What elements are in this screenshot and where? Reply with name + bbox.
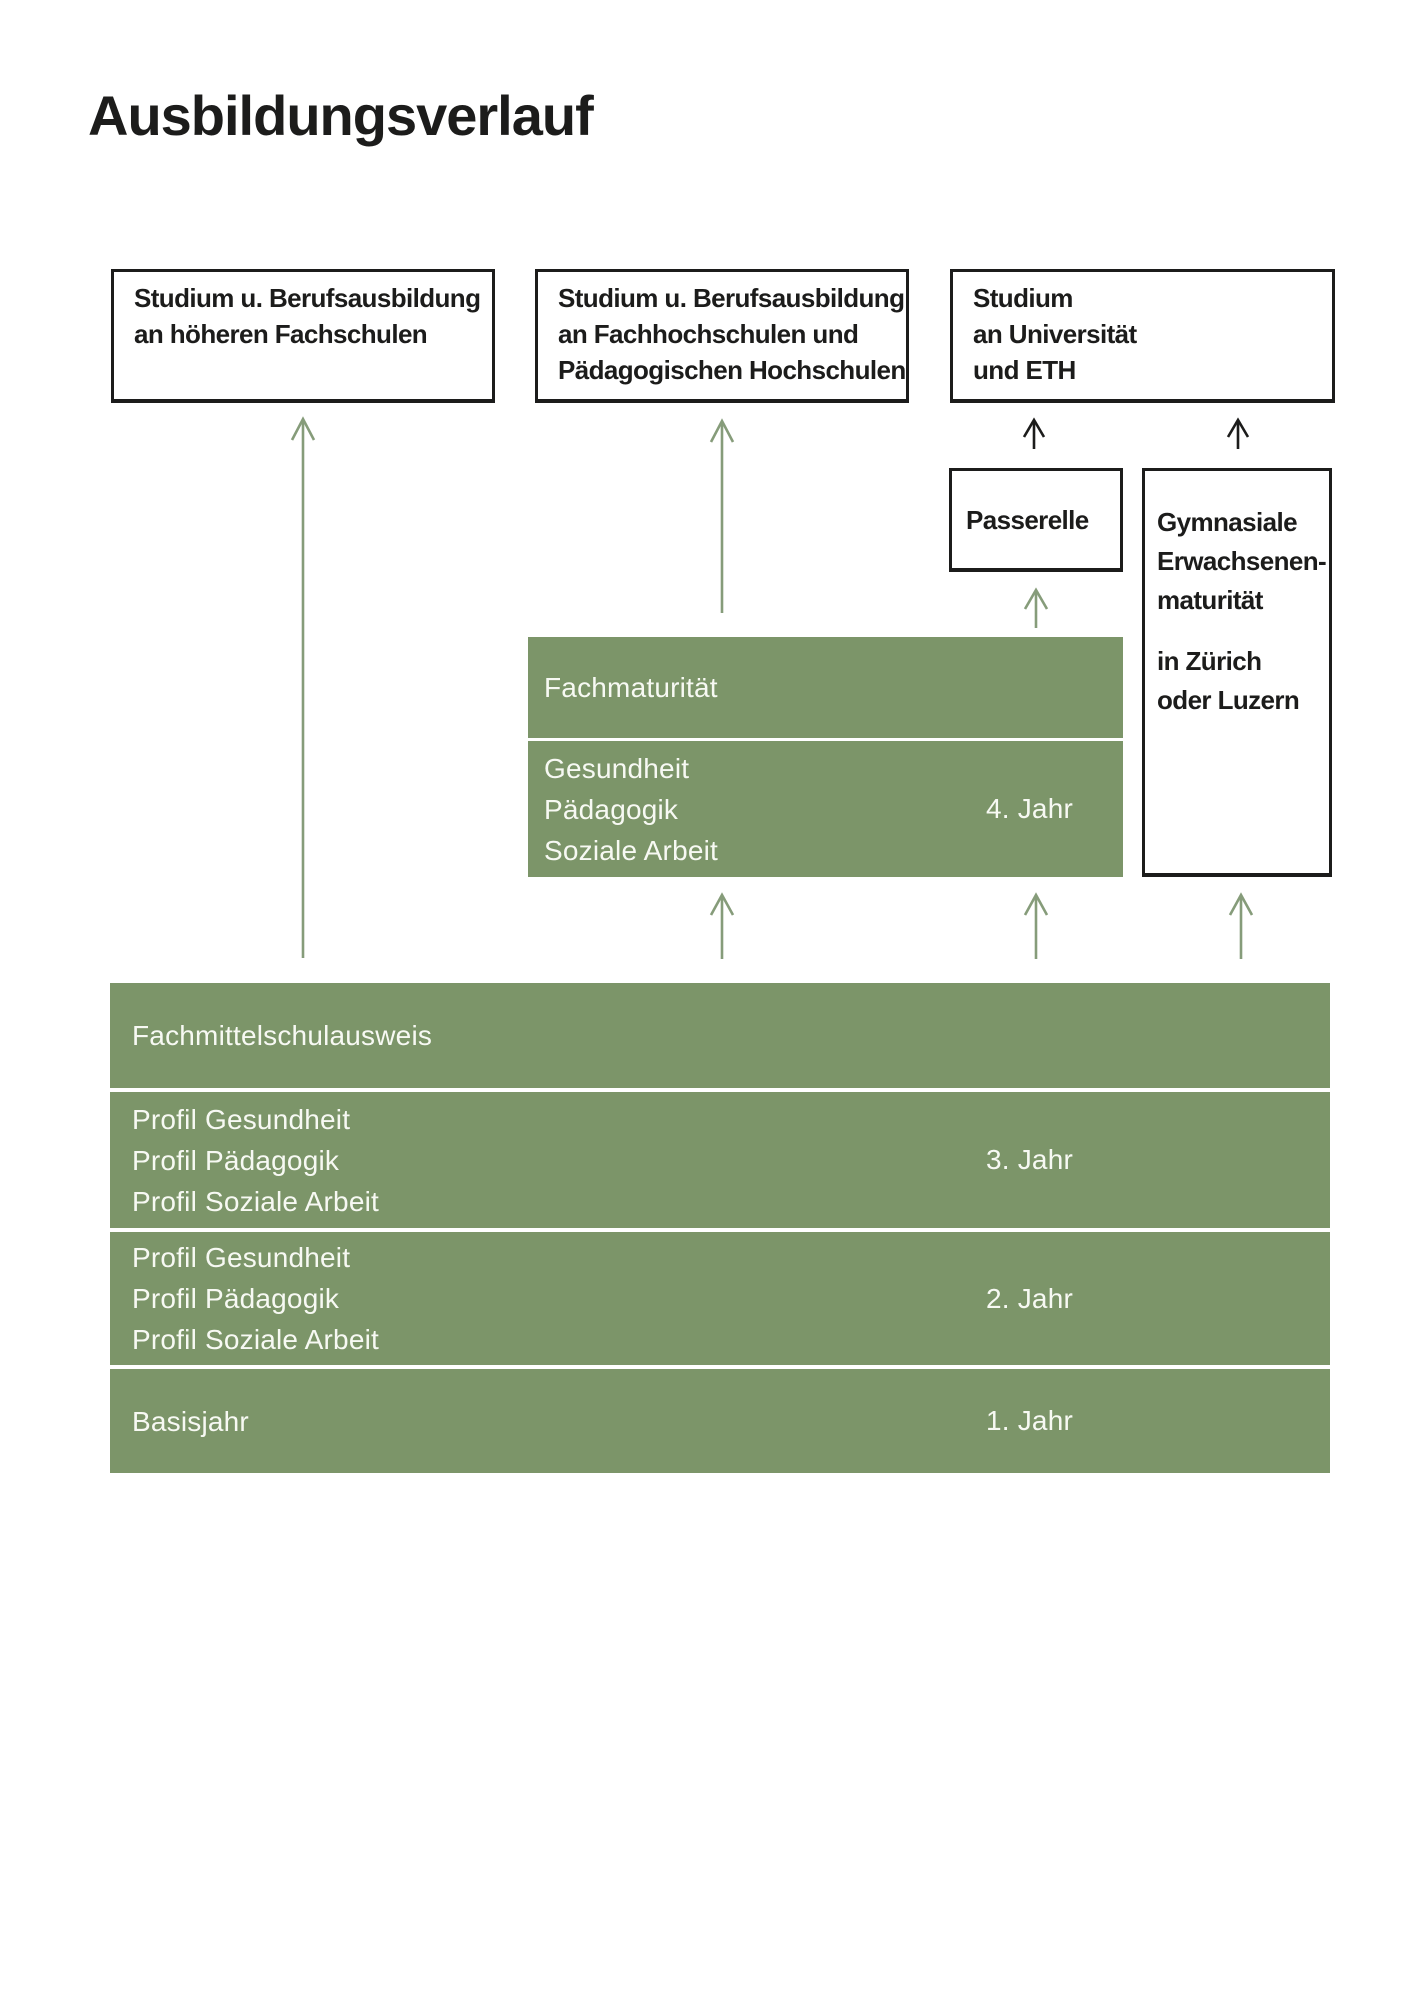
box-text-line: Studium u. Berufsausbildung <box>558 283 905 313</box>
box-universitaet-eth <box>950 269 1335 403</box>
profile-label: Basisjahr <box>132 1405 249 1437</box>
arrow-up-to-passerelle <box>1021 586 1051 630</box>
row-3-jahr <box>110 1092 1330 1228</box>
box-text-line: Erwachsenen- <box>1157 546 1327 576</box>
profile-label: Profil Gesundheit <box>132 1103 351 1135</box>
arrow-up-to-fachhochschulen <box>707 417 737 615</box>
box-text-line: und ETH <box>973 355 1076 385</box>
year-label: 4. Jahr <box>986 793 1073 824</box>
row-2-jahr <box>110 1232 1330 1365</box>
box-passerelle <box>949 468 1123 572</box>
box-hoehere-fachschulen <box>111 269 495 403</box>
arrow-up-gymnasiale-to-universitaet <box>1223 417 1253 451</box>
year-label: 1. Jahr <box>986 1405 1073 1436</box>
box-text-line: Studium u. Berufsausbildung <box>134 283 481 313</box>
profile-label: Profil Gesundheit <box>132 1242 351 1273</box>
box-text-line: an Fachhochschulen und <box>558 319 859 349</box>
profile-label: Profil Soziale Arbeit <box>132 1185 379 1217</box>
fachmittelschule-header <box>110 983 1330 1088</box>
track-label: Pädagogik <box>544 793 679 825</box>
fachmaturitaet-header <box>528 637 1123 738</box>
box-text-line: maturität <box>1157 585 1263 615</box>
fachmaturitaet-header-label: Fachmaturität <box>544 671 718 703</box>
gymnasiale-location-paragraph <box>1157 642 1321 720</box>
track-label: Gesundheit <box>544 752 690 784</box>
profile-label: Profil Pädagogik <box>132 1283 340 1314</box>
arrow-up-passerelle-to-universitaet <box>1019 417 1049 451</box>
box-text-line: an Universität <box>973 319 1137 349</box>
year-label: 3. Jahr <box>986 1144 1073 1175</box>
page-title: Ausbildungsverlauf <box>88 84 593 147</box>
arrow-up-to-fachmaturitaet-left <box>707 891 737 961</box>
fachmittelschule-header-label: Fachmittelschulausweis <box>132 1019 433 1051</box>
box-fachmaturitaet <box>528 637 1123 877</box>
box-text-line: Passerelle <box>966 504 1089 535</box>
profile-label: Profil Soziale Arbeit <box>132 1324 379 1355</box>
arrow-up-to-fachmaturitaet-right <box>1021 891 1051 961</box>
arrow-up-to-gymnasiale <box>1226 891 1256 961</box>
row-1-jahr <box>110 1369 1330 1473</box>
box-fachmittelschulausweis <box>110 983 1330 1473</box>
box-text-line: an höheren Fachschulen <box>134 319 428 349</box>
track-label: Soziale Arbeit <box>544 834 719 866</box>
gymnasiale-paragraph <box>1157 503 1327 620</box>
box-fachhochschulen <box>535 269 909 403</box>
fachmaturitaet-tracks <box>528 741 1123 877</box>
profile-label: Profil Pädagogik <box>132 1144 340 1176</box>
year-label: 2. Jahr <box>986 1282 1073 1314</box>
box-text-line: in Zürich <box>1157 646 1262 676</box>
box-gymnasiale-erwachsenenmaturitaet <box>1142 468 1332 877</box>
box-text-line: oder Luzern <box>1157 685 1300 715</box>
box-text-line: Pädagogischen Hochschulen <box>558 355 906 385</box>
box-text-line: Gymnasiale <box>1157 507 1297 537</box>
arrow-up-to-hoehere-fachschulen <box>288 415 318 960</box>
box-text-line: Studium <box>973 283 1073 313</box>
